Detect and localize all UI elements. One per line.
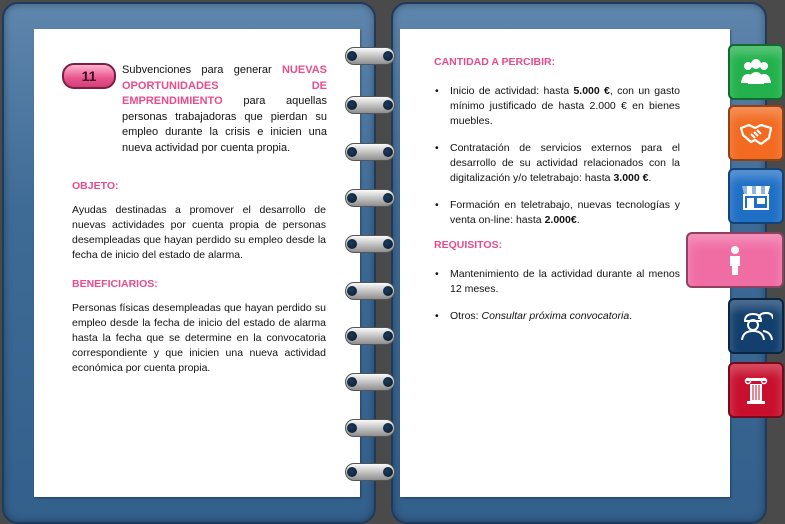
intro-highlight: NUEVAS OPORTUNIDADES DE EMPRENDIMIENTO [122, 64, 327, 107]
intro-text: Subvenciones para generar [122, 64, 272, 76]
objeto-text: Ayudas destinadas a promover el desarrollo de nuevas actividades por cuenta propia de personas desempleadas que hayan perdido su empleo desde la fecha de inicio del estado de alarma. [72, 204, 326, 261]
spiral-ring [345, 235, 395, 253]
spiral-ring [345, 419, 395, 437]
spiral-ring [345, 47, 395, 65]
storefront-icon [739, 179, 773, 213]
beneficiarios-heading: BENEFICIARIOS: [72, 278, 158, 290]
spiral-ring [345, 96, 395, 114]
list-item: • Contratación de servicios externos para el desarrollo de su actividad relacionados con la digitalización y/o teletrabajo: hasta 3.000 €. [434, 141, 680, 186]
people-group-icon [739, 55, 773, 89]
spiral-ring [345, 282, 395, 300]
tab-workers[interactable] [728, 298, 784, 354]
spiral-ring [345, 327, 395, 345]
beneficiarios-text: Personas físicas desempleadas que hayan perdido su empleo desde la fecha de inicio del estado de alarma hasta la fecha que se determine en la convocatoria correspondiente y que inicien una nueva actividad económica por cuenta propia. [72, 302, 326, 374]
objeto-heading: OBJETO: [72, 180, 119, 192]
tab-person[interactable] [686, 232, 784, 288]
spiral-ring [345, 189, 395, 207]
list-item: • Otros: Consultar próxima convocatoria. [434, 309, 680, 324]
handshake-icon [739, 116, 773, 150]
item-number-badge: 11 [62, 63, 116, 89]
cantidad-list [434, 84, 680, 240]
intro-paragraph [122, 63, 327, 156]
list-item: • Inicio de actividad: hasta 5.000 €, con un gasto mínimo justificado de hasta 2.000 € en bienes muebles. [434, 84, 680, 129]
tab-handshake[interactable] [728, 105, 784, 161]
intro-rest: para aquellas personas trabajadoras que pierdan su empleo durante la crisis e inicien una nueva actividad por cuenta propia. [122, 95, 327, 154]
requisitos-heading: REQUISITOS: [434, 239, 503, 251]
person-icon [718, 243, 752, 277]
spiral-ring [345, 463, 395, 481]
tab-institution[interactable] [728, 362, 784, 418]
tab-people[interactable] [728, 44, 784, 100]
spiral-ring [345, 373, 395, 391]
tab-store[interactable] [728, 168, 784, 224]
list-item: • Mantenimiento de la actividad durante al menos 12 meses. [434, 267, 680, 297]
cantidad-heading: CANTIDAD A PERCIBIR: [434, 56, 556, 68]
requisitos-list [434, 267, 680, 336]
column-icon [739, 373, 773, 407]
list-item: • Formación en teletrabajo, nuevas tecnologías y venta on-line: hasta 2.000€. [434, 198, 680, 228]
spiral-ring [345, 143, 395, 161]
workers-icon [739, 309, 773, 343]
